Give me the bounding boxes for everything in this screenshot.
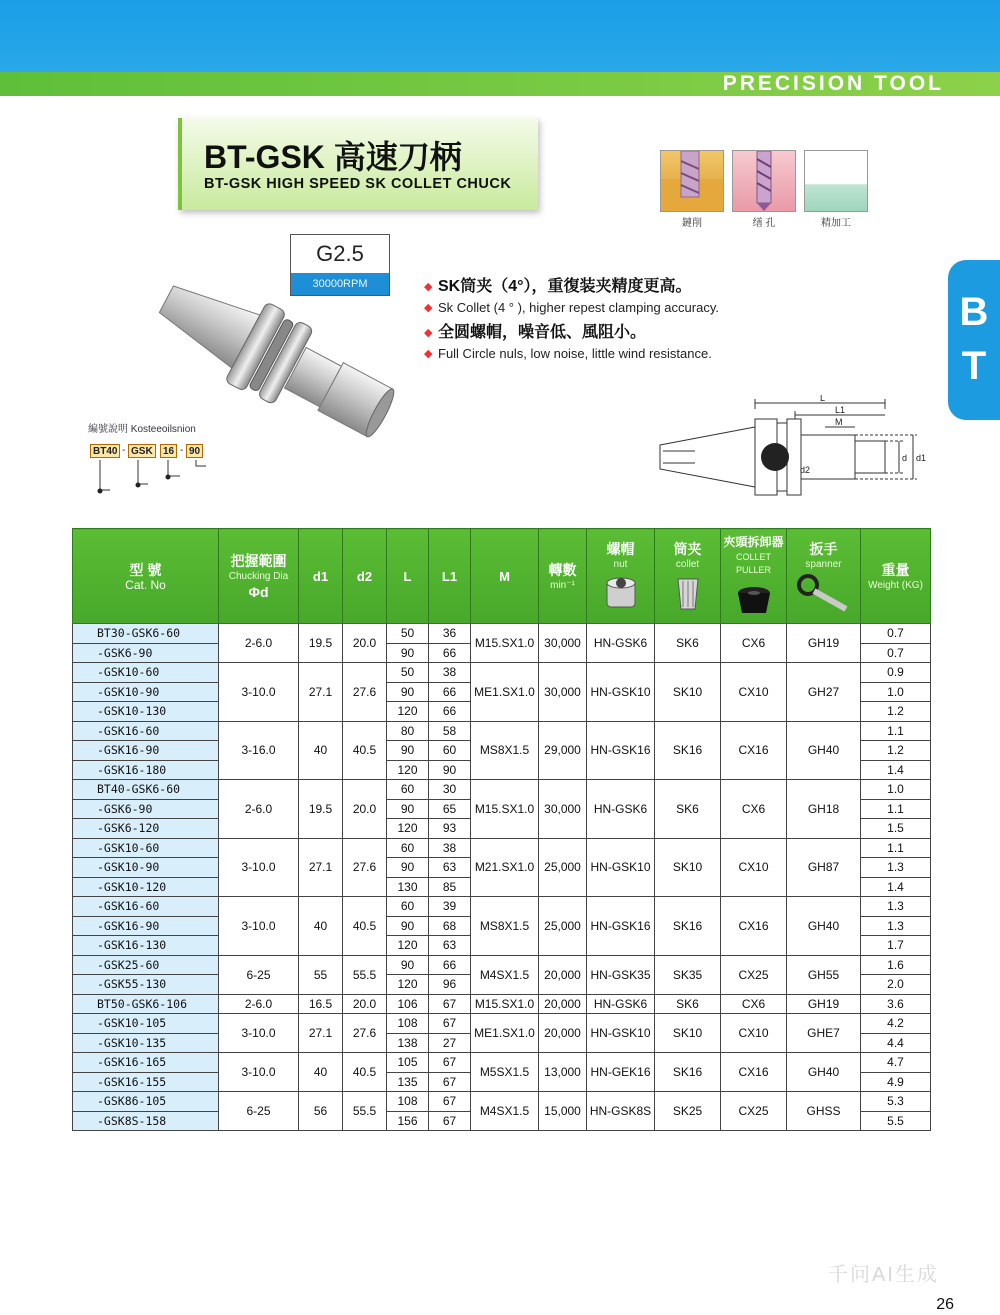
weight-cell: 5.5 [861,1111,931,1131]
weight-cell: 2.0 [861,975,931,995]
feature-2-cn: ◆ 全圆螺帽，噪音低、風阻小。 [424,322,824,344]
drill-icon [733,151,795,211]
nut-cell: HN-GSK35 [587,955,655,994]
speed-cell: 15,000 [539,1092,587,1131]
d2-cell: 40.5 [343,721,387,780]
d2-cell: 40.5 [343,1053,387,1092]
nut-cell: HN-GSK10 [587,663,655,722]
spanner-cell: GHE7 [787,1014,861,1053]
dia-cell: 6-25 [219,1092,299,1131]
d1-cell: 27.1 [299,838,343,897]
weight-cell: 1.5 [861,819,931,839]
L-cell: 60 [387,897,429,917]
L-cell: 50 [387,624,429,644]
cat-no-cell: -GSK6-120 [73,819,219,839]
d1-cell: 55 [299,955,343,994]
milling-label: 鏈削 [682,218,702,229]
cat-no-cell: -GSK8S-158 [73,1111,219,1131]
L1-cell: 63 [429,858,471,878]
table-row [73,838,931,858]
collet-cell: SK10 [655,1014,721,1053]
col-header-nut-en: nut [613,558,628,570]
finishing-thumbnail [804,150,868,212]
d2-cell: 27.6 [343,1014,387,1053]
dia-cell: 3-10.0 [219,897,299,956]
d1-cell: 40 [299,721,343,780]
M-cell: MS8X1.5 [471,721,539,780]
cat-no-cell: -GSK10-60 [73,838,219,858]
col-header-speed-cn: 轉數 [548,561,577,578]
d1-cell: 19.5 [299,624,343,663]
speed-cell: 20,000 [539,994,587,1014]
L-cell: 90 [387,955,429,975]
L-cell: 120 [387,760,429,780]
code-part-taper: BT40 [90,444,120,458]
puller-cell: CX16 [721,721,787,780]
d2-cell: 20.0 [343,624,387,663]
nut-cell: HN-GSK6 [587,994,655,1014]
weight-cell: 1.1 [861,721,931,741]
L-cell: 156 [387,1111,429,1131]
speed-cell: 20,000 [539,1014,587,1053]
puller-cell: CX25 [721,1092,787,1131]
col-header-clamp-en: Chucking Dia [228,570,289,582]
col-header-collet-en: collet [675,558,700,570]
col-header-L1: L1 [429,529,471,624]
L1-cell: 67 [429,994,471,1014]
col-header-nut [587,529,655,624]
section-tab-letter-1: B [959,290,989,334]
weight-cell: 1.1 [861,799,931,819]
col-header-collet-cn: 筒夹 [673,540,702,557]
drawing-label-L1: L1 [835,405,846,415]
dia-cell: 6-25 [219,955,299,994]
puller-cell: CX6 [721,780,787,839]
puller-cell: CX6 [721,994,787,1014]
L1-cell: 63 [429,936,471,956]
table-row [73,1092,931,1112]
collet-icon [668,573,708,613]
cat-no-cell: BT50-GSK6-106 [73,994,219,1014]
d1-cell: 27.1 [299,663,343,722]
L-cell: 120 [387,819,429,839]
d2-cell: 55.5 [343,955,387,994]
feature-2-en: ◆ Full Circle nuls, low noise, little wind resistance. [424,344,824,364]
application-thumbnails [660,150,870,230]
drilling-thumbnail [732,150,796,212]
dia-cell: 3-10.0 [219,1053,299,1092]
L1-cell: 67 [429,1014,471,1034]
weight-cell: 1.2 [861,741,931,761]
dia-cell: 2-6.0 [219,780,299,839]
L-cell: 90 [387,682,429,702]
collet-cell: SK10 [655,663,721,722]
L-cell: 50 [387,663,429,683]
table-row [73,780,931,800]
L-cell: 80 [387,721,429,741]
weight-cell: 1.0 [861,780,931,800]
L1-cell: 38 [429,663,471,683]
spanner-cell: GH87 [787,838,861,897]
speed-cell: 30,000 [539,780,587,839]
cat-no-cell: -GSK16-180 [73,760,219,780]
balance-grade: G2.5 [316,241,364,266]
collet-cell: SK16 [655,1053,721,1092]
M-cell: M5SX1.5 [471,1053,539,1092]
cat-no-cell: -GSK10-120 [73,877,219,897]
L1-cell: 93 [429,819,471,839]
M-cell: M4SX1.5 [471,1092,539,1131]
spanner-cell: GH19 [787,624,861,663]
code-dash: - [122,445,126,456]
d1-cell: 19.5 [299,780,343,839]
L1-cell: 67 [429,1111,471,1131]
cat-no-cell: -GSK10-60 [73,663,219,683]
feature-list [424,276,824,368]
M-cell: MS8X1.5 [471,897,539,956]
L1-cell: 66 [429,955,471,975]
speed-cell: 25,000 [539,838,587,897]
cat-no-cell: -GSK16-165 [73,1053,219,1073]
code-dash: - [180,445,184,456]
L-cell: 135 [387,1072,429,1092]
weight-cell: 0.7 [861,643,931,663]
L-cell: 105 [387,1053,429,1073]
col-header-weight-cn: 重量 [881,561,910,578]
max-rpm: 30000RPM [291,273,389,295]
technical-drawing [655,395,935,510]
spanner-cell: GH19 [787,994,861,1014]
cat-no-cell: -GSK16-130 [73,936,219,956]
code-part-length: 90 [186,444,203,458]
weight-cell: 1.7 [861,936,931,956]
weight-cell: 1.2 [861,702,931,722]
drilling-label: 缮 孔 [752,218,776,229]
milling-thumbnail [660,150,724,212]
col-header-clamp [219,529,299,624]
cat-no-cell: -GSK10-130 [73,702,219,722]
d1-cell: 16.5 [299,994,343,1014]
table-row [73,1053,931,1073]
col-header-d1: d1 [299,529,343,624]
col-header-puller [721,529,787,624]
col-header-d2: d2 [343,529,387,624]
weight-cell: 4.4 [861,1033,931,1053]
d2-cell: 20.0 [343,994,387,1014]
table-row [73,955,931,975]
col-header-cat [73,529,219,624]
spanner-cell: GHSS [787,1092,861,1131]
col-header-weight [861,529,931,624]
L-cell: 138 [387,1033,429,1053]
spanner-cell: GH40 [787,1053,861,1092]
cat-no-cell: -GSK86-105 [73,1092,219,1112]
col-header-puller-cn: 夾頭拆卸器 [723,535,784,549]
spanner-cell: GH27 [787,663,861,722]
d2-cell: 55.5 [343,1092,387,1131]
L1-cell: 38 [429,838,471,858]
col-header-speed-en: min⁻¹ [550,579,575,591]
cat-no-cell: -GSK55-130 [73,975,219,995]
d2-cell: 20.0 [343,780,387,839]
weight-cell: 1.3 [861,897,931,917]
L-cell: 90 [387,799,429,819]
speed-cell: 20,000 [539,955,587,994]
spanner-cell: GH40 [787,721,861,780]
spanner-icon [796,573,852,613]
dia-cell: 3-16.0 [219,721,299,780]
puller-cell: CX10 [721,663,787,722]
weight-cell: 0.9 [861,663,931,683]
collet-cell: SK6 [655,780,721,839]
col-header-speed [539,529,587,624]
L-cell: 90 [387,916,429,936]
drawing-label-d2: d2 [800,465,811,475]
collet-cell: SK6 [655,624,721,663]
L-cell: 60 [387,838,429,858]
top-blue-band [0,0,1000,72]
speed-cell: 25,000 [539,897,587,956]
table-row [73,897,931,917]
finishing-label: 精加工 [821,218,851,229]
L1-cell: 66 [429,702,471,722]
dia-cell: 3-10.0 [219,663,299,722]
weight-cell: 1.6 [861,955,931,975]
M-cell: M21.SX1.0 [471,838,539,897]
d1-cell: 56 [299,1092,343,1131]
feature-1-en: ◆ Sk Collet (4 ° ), higher repest clamping accuracy. [424,298,824,318]
cat-no-cell: -GSK16-60 [73,897,219,917]
collet-cell: SK25 [655,1092,721,1131]
col-header-clamp-cn: 把握範圍 [230,552,287,569]
dia-cell: 2-6.0 [219,994,299,1014]
dia-cell: 3-10.0 [219,1014,299,1053]
L-cell: 120 [387,702,429,722]
puller-cell: CX25 [721,955,787,994]
brand-label: PRECISION TOOL [722,72,944,95]
L-cell: 108 [387,1092,429,1112]
spanner-cell: GH18 [787,780,861,839]
watermark: 千问AI生成 [828,1264,939,1286]
L-cell: 90 [387,858,429,878]
col-header-spanner [787,529,861,624]
speed-cell: 30,000 [539,624,587,663]
L1-cell: 30 [429,780,471,800]
weight-cell: 1.0 [861,682,931,702]
puller-cell: CX16 [721,897,787,956]
drawing-label-d: d [902,453,908,463]
milling-icon [661,151,723,211]
page-subtitle: BT-GSK HIGH SPEED SK COLLET CHUCK [204,176,512,192]
spec-table-wrapper [72,528,930,1131]
title-card [178,118,538,210]
spanner-cell: GH55 [787,955,861,994]
spanner-cell: GH40 [787,897,861,956]
section-tab-letter-2: T [961,344,987,388]
drawing-label-d1: d1 [916,453,927,463]
code-legend-title: 編號說明 Kosteeoilsnion [88,424,196,435]
L-cell: 108 [387,1014,429,1034]
L1-cell: 68 [429,916,471,936]
puller-cell: CX10 [721,1014,787,1053]
table-row [73,994,931,1014]
L1-cell: 67 [429,1072,471,1092]
collet-cell: SK16 [655,897,721,956]
weight-cell: 1.1 [861,838,931,858]
col-header-cat-cn: 型 號 [129,561,162,578]
cat-no-cell: BT40-GSK6-60 [73,780,219,800]
L-cell: 106 [387,994,429,1014]
L1-cell: 36 [429,624,471,644]
dimension-drawing [655,395,935,510]
L-cell: 130 [387,877,429,897]
collet-cell: SK6 [655,994,721,1014]
L1-cell: 58 [429,721,471,741]
d1-cell: 27.1 [299,1014,343,1053]
table-row [73,721,931,741]
col-header-M: M [471,529,539,624]
collet-cell: SK10 [655,838,721,897]
nut-cell: HN-GSK10 [587,1014,655,1053]
weight-cell: 1.3 [861,916,931,936]
d1-cell: 40 [299,1053,343,1092]
M-cell: M15.SX1.0 [471,994,539,1014]
weight-cell: 4.7 [861,1053,931,1073]
L1-cell: 60 [429,741,471,761]
col-header-spanner-en: spanner [805,558,842,570]
L-cell: 120 [387,975,429,995]
dia-cell: 2-6.0 [219,624,299,663]
cat-no-cell: -GSK25-60 [73,955,219,975]
collet-puller-icon [732,579,776,619]
code-legend [88,420,278,500]
cat-no-cell: -GSK16-60 [73,721,219,741]
cat-no-cell: -GSK10-90 [73,858,219,878]
cat-no-cell: -GSK6-90 [73,643,219,663]
drawing-label-M: M [835,417,843,427]
L1-cell: 96 [429,975,471,995]
d1-cell: 40 [299,897,343,956]
M-cell: M15.SX1.0 [471,780,539,839]
weight-cell: 5.3 [861,1092,931,1112]
cat-no-cell: -GSK16-90 [73,916,219,936]
code-part-size: 16 [160,444,177,458]
L-cell: 120 [387,936,429,956]
M-cell: M15.SX1.0 [471,624,539,663]
L-cell: 90 [387,741,429,761]
L1-cell: 90 [429,760,471,780]
weight-cell: 4.9 [861,1072,931,1092]
L-cell: 60 [387,780,429,800]
col-header-cat-en: Cat. No [125,577,166,592]
weight-cell: 1.4 [861,760,931,780]
L1-cell: 66 [429,643,471,663]
weight-cell: 4.2 [861,1014,931,1034]
M-cell: ME1.SX1.0 [471,663,539,722]
puller-cell: CX16 [721,1053,787,1092]
cat-no-cell: BT30-GSK6-60 [73,624,219,644]
speed-cell: 30,000 [539,663,587,722]
col-header-weight-en: Weight (KG) [868,579,923,591]
cat-no-cell: -GSK16-155 [73,1072,219,1092]
L1-cell: 66 [429,682,471,702]
speed-cell: 13,000 [539,1053,587,1092]
collet-cell: SK16 [655,721,721,780]
cat-no-cell: -GSK10-90 [73,682,219,702]
nut-icon [601,573,641,613]
L1-cell: 27 [429,1033,471,1053]
nut-cell: HN-GSK10 [587,838,655,897]
col-header-clamp-sym: Φd [248,583,269,600]
code-legend-arrows [88,460,278,500]
nut-cell: HN-GSK6 [587,624,655,663]
nut-cell: HN-GSK8S [587,1092,655,1131]
d2-cell: 40.5 [343,897,387,956]
cat-no-cell: -GSK6-90 [73,799,219,819]
table-row [73,663,931,683]
L1-cell: 65 [429,799,471,819]
L-cell: 90 [387,643,429,663]
weight-cell: 1.4 [861,877,931,897]
weight-cell: 1.3 [861,858,931,878]
nut-cell: HN-GSK16 [587,897,655,956]
col-header-collet [655,529,721,624]
L1-cell: 67 [429,1053,471,1073]
col-header-puller-en: COLLET PULLER [735,552,771,575]
weight-cell: 3.6 [861,994,931,1014]
nut-cell: HN-GSK6 [587,780,655,839]
puller-cell: CX6 [721,624,787,663]
cat-no-cell: -GSK10-105 [73,1014,219,1034]
M-cell: ME1.SX1.0 [471,1014,539,1053]
M-cell: M4SX1.5 [471,955,539,994]
code-part-type: GSK [128,444,156,458]
feature-1-cn: ◆ SK筒夹（4°），重復装夹精度更高。 [424,276,824,298]
spec-table-body [73,624,931,1131]
weight-cell: 0.7 [861,624,931,644]
cat-no-cell: -GSK16-90 [73,741,219,761]
table-row [73,1014,931,1034]
speed-cell: 29,000 [539,721,587,780]
col-header-spanner-cn: 扳手 [809,540,838,557]
dia-cell: 3-10.0 [219,838,299,897]
nut-cell: HN-GEK16 [587,1053,655,1092]
L1-cell: 39 [429,897,471,917]
puller-cell: CX10 [721,838,787,897]
col-header-L: L [387,529,429,624]
col-header-nut-cn: 螺帽 [606,540,635,557]
table-row [73,624,931,644]
nut-cell: HN-GSK16 [587,721,655,780]
L1-cell: 67 [429,1092,471,1112]
collet-cell: SK35 [655,955,721,994]
spec-table [72,528,931,1131]
L1-cell: 85 [429,877,471,897]
page-title: BT-GSK 高速刀柄 [204,139,462,175]
d2-cell: 27.6 [343,838,387,897]
drawing-label-L: L [820,395,826,403]
page-number: 26 [936,1296,954,1313]
d2-cell: 27.6 [343,663,387,722]
section-tab-bt [948,260,1000,420]
cat-no-cell: -GSK10-135 [73,1033,219,1053]
